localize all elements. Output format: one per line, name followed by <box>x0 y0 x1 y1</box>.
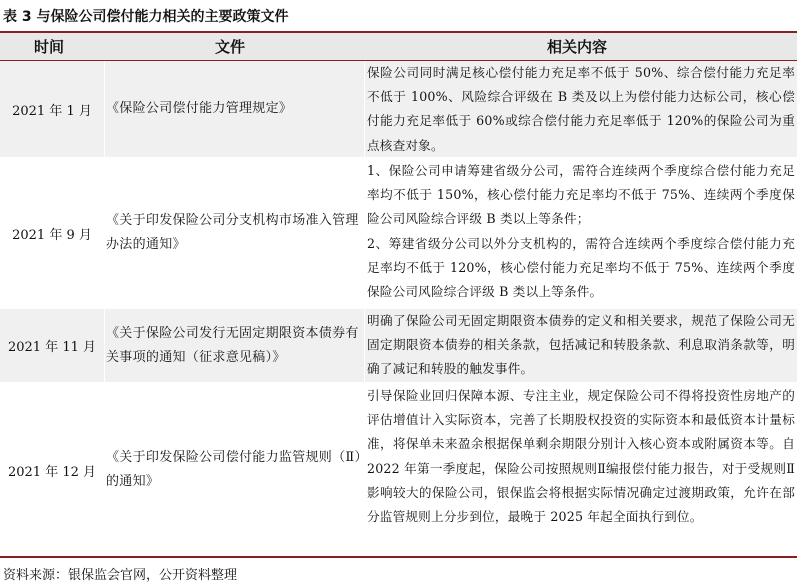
table-row <box>0 384 797 556</box>
row-document: 《关于印发保险公司分支机构市场准入管理办法的通知》 <box>106 213 359 252</box>
bottom-rule <box>0 556 797 558</box>
header-content: 相关内容 <box>547 38 608 56</box>
table-row <box>0 309 797 382</box>
row-content: 1、保险公司申请筹建省级分公司，需符合连续两个季度综合偿付能力充足率均不低于 150%，核心偿付能力充足率均不低于 75%、连续两个季度保险公司风险综合评级 B 类以上等条件； 2、筹建省级分公司以外分支机构的，需符合连续两个季度综合偿付能力充足率均不低于 120%，核心偿付能力充足率均不低于 75%、连续两个季度保险公司风险综合评级 B 类以上等条件。 <box>367 163 795 300</box>
table-header <box>0 33 797 61</box>
row-time: 2021 年 1 月 <box>12 103 92 119</box>
header-time: 时间 <box>34 38 65 56</box>
row-time: 2021 年 11 月 <box>7 340 97 355</box>
row-content: 保险公司同时满足核心偿付能力充足率不低于 50%、综合偿付能力充足率不低于 100%、风险综合评级在 B 类及以上为偿付能力达标公司，核心偿付能力充足率低于 60%或综合偿付能力充足率低于 120%的保险公司为重点核查对象。 <box>367 65 795 153</box>
row-document: 《关于保险公司发行无固定期限资本债券有关事项的通知（征求意见稿）》 <box>106 325 359 365</box>
row-document: 《关于印发保险公司偿付能力监管规则（Ⅱ）的通知》 <box>106 450 362 489</box>
source-note: 资料来源：银保监会官网，公开资料整理 <box>3 568 238 583</box>
column-divider <box>104 61 105 556</box>
header-document: 文件 <box>215 38 246 56</box>
table-row <box>0 159 797 307</box>
row-time: 2021 年 9 月 <box>12 227 92 243</box>
row-content: 明确了保险公司无固定期限资本债券的定义和相关要求，规范了保险公司无固定期限资本债券的相关条款，包括减记和转股条款、利息取消条款等，明确了减记和转股的触发事件。 <box>367 313 795 377</box>
row-document: 《保险公司偿付能力管理规定》 <box>106 101 293 116</box>
row-content: 引导保险业回归保障本源、专注主业，规定保险公司不得将投资性房地产的评估增值计入实际资本，完善了长期股权投资的实际资本和最低资本计量标准，将保单未来盈余根据保单剩余期限分别计入核心资本或附属资本等。自 2022 年第一季度起，保险公司按照规则Ⅱ编报偿付能力报告，对于受规则Ⅱ影响较大的保险公司，银保监会将根据实际情况确定过渡期政策，允许在部分监管规则上分步到位，最晚于 2025 年起全面执行到位。 <box>367 388 795 525</box>
row-time: 2021 年 12 月 <box>7 464 97 480</box>
table-row <box>0 61 797 157</box>
column-divider <box>364 61 365 556</box>
table-title: 表 3 与保险公司偿付能力相关的主要政策文件 <box>3 9 289 25</box>
